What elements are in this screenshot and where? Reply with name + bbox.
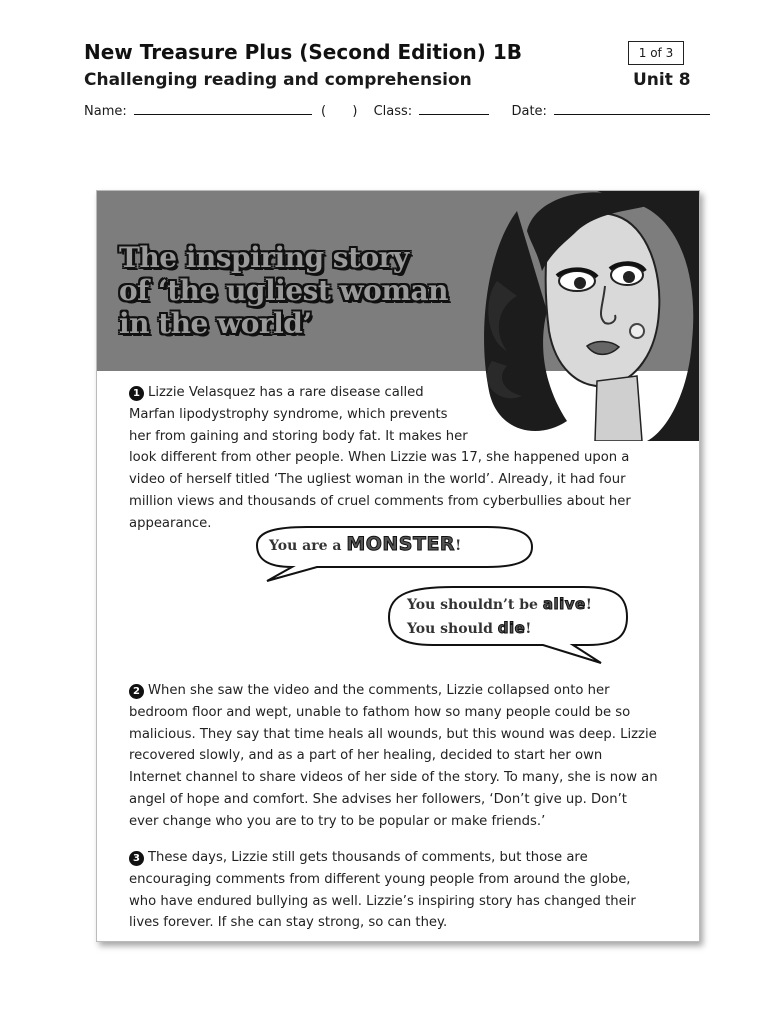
name-field[interactable] [134, 102, 312, 115]
paragraph-number: 3 [129, 851, 144, 866]
article-title [119, 241, 499, 340]
paragraph-number: 2 [129, 684, 144, 699]
date-field[interactable] [554, 102, 710, 115]
paragraph-line: video of herself titled ‘The ugliest woman in the world’. Already, it had four [129, 472, 626, 488]
article-card [96, 190, 700, 942]
paragraph-line: her from gaining and storing body fat. It makes her [129, 428, 468, 444]
paragraph-line: malicious. They say that time heals all wounds, but this wound was deep. Lizzie [129, 726, 657, 742]
paragraph-2 [129, 680, 658, 833]
paragraph-line: ever change who you are to try to be popular or make friends.’ [129, 813, 546, 829]
class-field[interactable] [419, 102, 489, 115]
die-word: die [497, 619, 526, 637]
class-number-open: ( [321, 104, 327, 119]
alive-word: alive [542, 595, 586, 613]
title-line: in the world’ [119, 307, 312, 340]
paragraph-line: who have endured bullying as well. Lizzie’s inspiring story has changed their [129, 893, 636, 909]
paragraph-line: 1 Lizzie Velasquez has a rare disease called [129, 382, 631, 404]
paragraph-number: 1 [129, 386, 144, 401]
student-info-line [84, 102, 710, 119]
name-label: Name: [84, 104, 127, 119]
class-number-close: ) [352, 104, 358, 119]
paragraph-line: 3 These days, Lizzie still gets thousands of comments, but those are [129, 847, 636, 869]
page-indicator: 1 of 3 [628, 41, 684, 65]
unit-label: Unit 8 [633, 70, 691, 90]
paragraph-line: appearance. [129, 515, 212, 531]
paragraph-line: bedroom floor and wept, unable to fathom how so many people could be so [129, 704, 631, 720]
paragraph-1 [129, 382, 631, 535]
paragraph-line: lives forever. If she can stay strong, so can they. [129, 915, 448, 931]
paragraph-line: Internet channel to share videos of her side of the story. To many, she is now an [129, 770, 658, 786]
worksheet-subtitle: Challenging reading and comprehension [84, 70, 472, 90]
title-line: The inspiring story [119, 241, 409, 274]
paragraph-line: Marfan lipodystrophy syndrome, which prevents [129, 406, 448, 422]
bubble-2-line-1: You shouldn’t be alive! [407, 595, 592, 613]
bubble-1-text: You are a MONSTER! [269, 533, 462, 555]
paragraph-3 [129, 847, 636, 934]
paragraph-line: look different from other people. When Lizzie was 17, she happened upon a [129, 450, 630, 466]
bubble-2-line-2: You should die! [407, 619, 532, 637]
paragraph-line: 2 When she saw the video and the comments, Lizzie collapsed onto her [129, 680, 658, 702]
monster-word: MONSTER [346, 533, 456, 555]
paragraph-line: encouraging comments from different young people from around the globe, [129, 871, 631, 887]
date-label: Date: [511, 104, 547, 119]
paragraph-line: angel of hope and comfort. She advises her followers, ‘Don’t give up. Don’t [129, 791, 627, 807]
worksheet-title: New Treasure Plus (Second Edition) 1B [84, 40, 522, 64]
paragraph-line: million views and thousands of cruel comments from cyberbullies about her [129, 493, 631, 509]
class-label: Class: [373, 104, 413, 119]
paragraph-line: recovered slowly, and as a part of her healing, decided to start her own [129, 748, 603, 764]
title-line: of ‘the ugliest woman [119, 274, 448, 307]
